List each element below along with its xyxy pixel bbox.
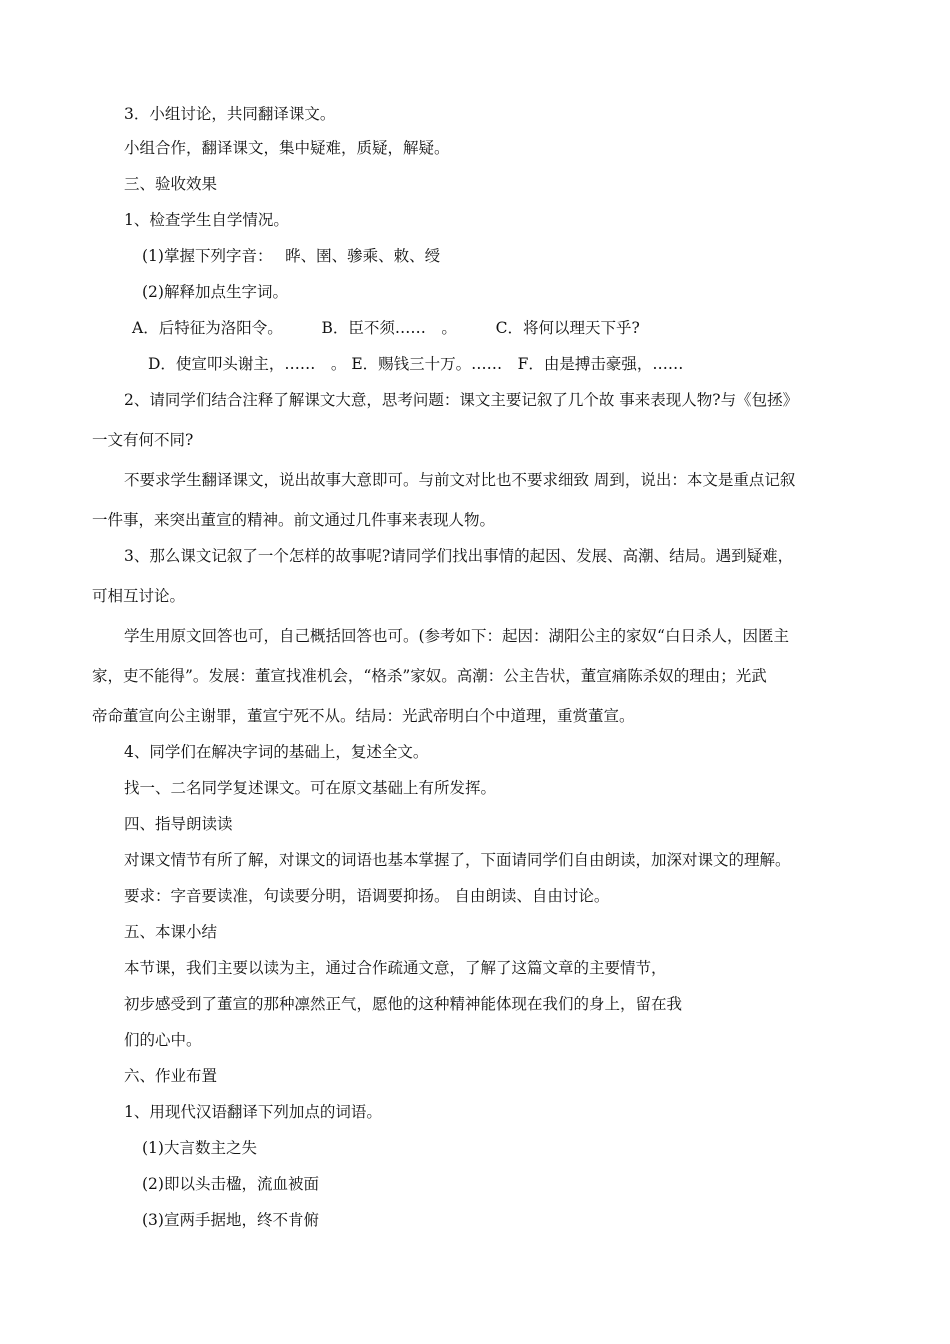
text-line: D．使宣叩头谢主，…… 。 E．赐钱三十万。…… F．由是搏击豪强，…… <box>148 355 684 373</box>
text-line: (1)掌握下列字音： 晔、圉、骖乘、敕、绶 <box>142 247 441 265</box>
section-heading: 五、本课小结 <box>124 923 218 941</box>
section-heading: 六、作业布置 <box>124 1067 218 1085</box>
text-line: 学生用原文回答也可，自己概括回答也可。(参考如下：起因：湖阳公主的家奴“白日杀人，因匿主 <box>124 627 789 645</box>
text-line: 本节课，我们主要以读为主，通过合作疏通文意，了解了这篇文章的主要情节， <box>124 959 667 977</box>
text-line: 一文有何不同? <box>92 431 194 449</box>
text-line: 找一、二名同学复述课文。可在原文基础上有所发挥。 <box>124 779 497 797</box>
text-line: 家，吏不能得”。发展：董宣找准机会，“格杀”家奴。高潮：公主告状，董宣痛陈杀奴的理由；光武 <box>92 667 767 685</box>
text-line: 不要求学生翻译课文，说出故事大意即可。与前文对比也不要求细致 周到，说出：本文是重点记叙 <box>124 471 796 489</box>
text-line: 要求：字音要读准，句读要分明，语调要抑扬。 自由朗读、自由讨论。 <box>124 887 610 905</box>
text-line: 4、同学们在解决字词的基础上，复述全文。 <box>124 743 429 761</box>
section-heading: 三、验收效果 <box>124 175 218 193</box>
text-line: 初步感受到了董宣的那种凛然正气，愿他的这种精神能体现在我们的身上，留在我 <box>124 995 683 1013</box>
text-line: (2)即以头击楹，流血被面 <box>142 1175 319 1193</box>
text-line: 2、请同学们结合注释了解课文大意，思考问题：课文主要记叙了几个故 事来表现人物?与《包拯》 <box>124 391 799 409</box>
text-line: 一件事，来突出董宣的精神。前文通过几件事来表现人物。 <box>92 511 496 529</box>
text-line: 们的心中。 <box>124 1031 202 1049</box>
text-line: (2)解释加点生字词。 <box>142 283 288 301</box>
text-line: (3)宣两手据地，终不肯俯 <box>142 1211 319 1229</box>
text-line: A．后特征为洛阳令。 B．臣不须…… 。 C．将何以理天下乎? <box>132 319 640 337</box>
text-line: 1、检查学生自学情况。 <box>124 211 289 229</box>
text-line: 小组合作，翻译课文，集中疑难，质疑，解疑。 <box>124 139 450 157</box>
text-line: 3．小组讨论，共同翻译课文。 <box>124 105 336 123</box>
text-line: 3、那么课文记叙了一个怎样的故事呢?请同学们找出事情的起因、发展、高潮、结局。遇到疑难， <box>124 547 794 565</box>
text-line: 对课文情节有所了解，对课文的词语也基本掌握了，下面请同学们自由朗读，加深对课文的理解。 <box>124 851 791 869</box>
text-line: 帝命董宣向公主谢罪，董宣宁死不从。结局：光武帝明白个中道理，重赏董宣。 <box>92 707 635 725</box>
text-line: 可相互讨论。 <box>92 587 186 605</box>
text-line: (1)大言数主之失 <box>142 1139 257 1157</box>
text-line: 1、用现代汉语翻译下列加点的词语。 <box>124 1103 382 1121</box>
section-heading: 四、指导朗读读 <box>124 815 233 833</box>
